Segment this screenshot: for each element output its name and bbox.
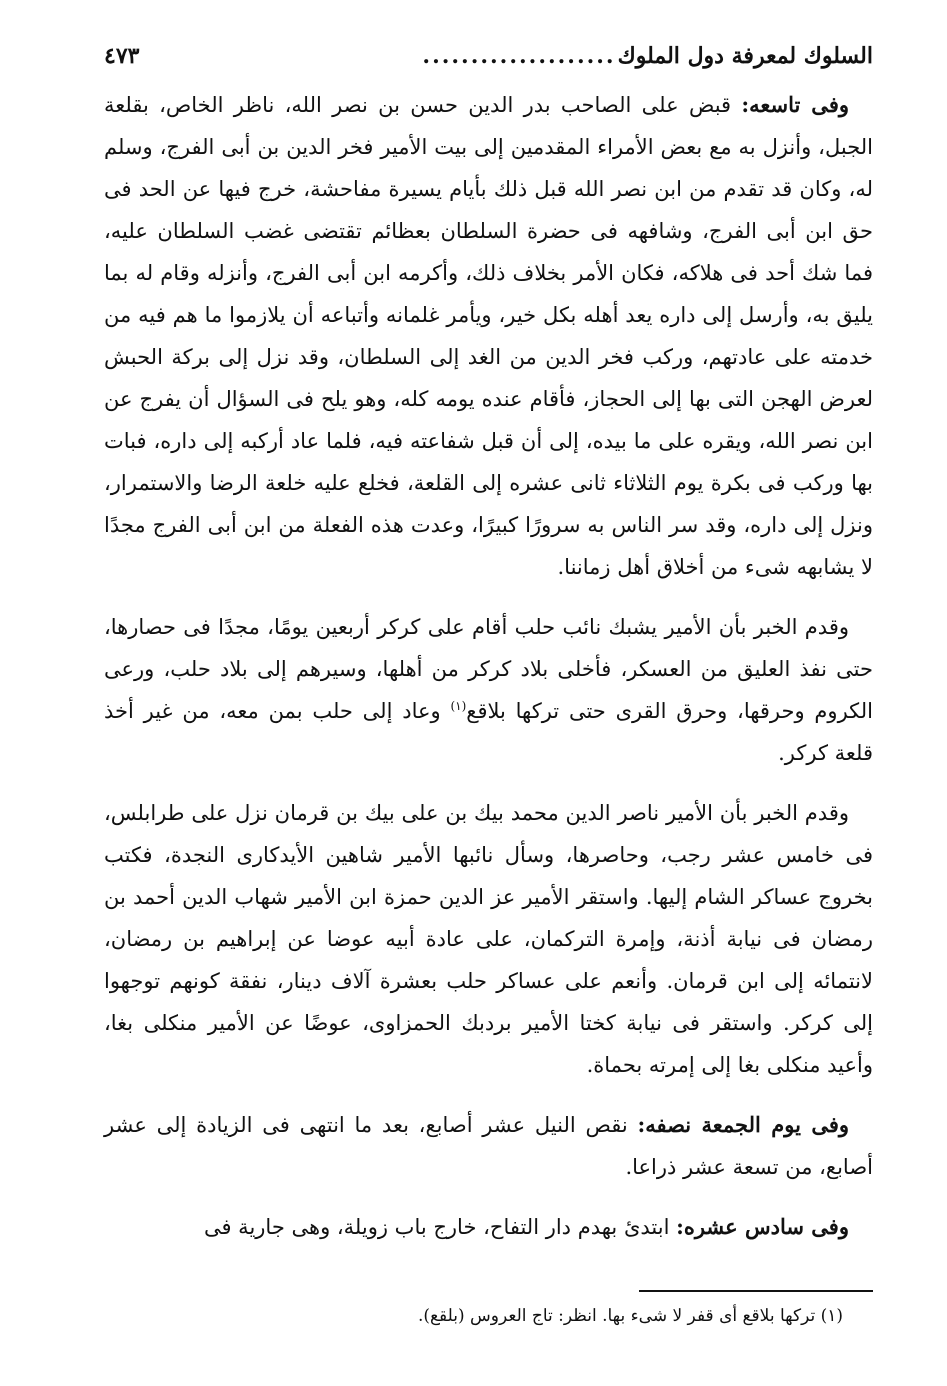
leader-dots: ....................	[422, 43, 616, 69]
paragraph-lead: وفى يوم الجمعة نصفه:	[637, 1112, 849, 1137]
paragraph-3	[104, 792, 873, 1086]
paragraph-lead: وفى سادس عشره:	[676, 1214, 849, 1239]
paragraph-2	[104, 606, 873, 774]
footnote-separator	[639, 1290, 873, 1292]
paragraph-text: نقص النيل عشر أصابع، بعد ما انتهى فى الزيادة إلى عشر أصابع، من تسعة عشر ذراعا.	[104, 1113, 873, 1179]
paragraph-text: وقدم الخبر بأن الأمير ناصر الدين محمد بيك بن على بيك بن قرمان نزل على طرابلس، فى خامس عشر رجب، وحاصرها، وسأل نائبها الأمير شاهين الأيدكارى النجدة، فكتب بخروج عساكر الشام إليها. واستقر الأمير عز الدين حمزة ابن الأمير شهاب الدين أحمد بن رمضان فى نيابة أذنة، وإمرة التركمان، على عادة أبيه عوضا عن إبراهيم بن رمضان، لانتمائه إلى ابن قرمان. وأنعم على عساكر حلب بعشرة آلاف دينار، نفقة كونهم توجهوا إلى كركر. واستقر فى نيابة كختا الأمير بردبك الحمزاوى، عوضًا عن الأمير منكلى بغا، وأعيد منكلى بغا إلى إمرته بحماة.	[104, 801, 873, 1077]
paragraph-text: قبض على الصاحب بدر الدين حسن بن نصر الله، ناظر الخاص، بقلعة الجبل، وأنزل به مع بعض الأمراء المقدمين إلى بيت الأمير فخر الدين بن أبى الفرج، وسلم له، وكان قد تقدم من ابن نصر الله قبل ذلك بأيام يسيرة مفاحشة، خرج فيها عن الحد فى حق ابن أبى الفرج، وشافهه فى حضرة السلطان بعظائم تقتضى غضب السلطان عليه، فما شك أحد فى هلاكه، فكان الأمر بخلاف ذلك، وأكرمه ابن أبى الفرج، وأنزله وقام له بما يليق به، وأرسل إلى داره يعد أهله بكل خير، ويأمر غلمانه وأتباعه أن يلازموا ما هم فيه من خدمته على عادتهم، وركب فخر الدين من الغد إلى السلطان، وقد نزل إلى بركة الحبش لعرض الهجن التى بها إلى الحجاز، فأقام عنده يومه كله، وهو يلح فى السؤال أن يفرج عن ابن نصر الله، ويقره على ما بيده، إلى أن قبل شفاعته فيه، فلما عاد أركبه إلى داره، فبات بها وركب فى بكرة يوم الثلاثاء ثانى عشره إلى القلعة، فخلع عليه خلعة الرضا والاستمرار، ونزل إلى داره، وقد سر الناس به سرورًا كبيرًا، وعدت هذه الفعلة من ابن أبى الفرج مجدًا لا يشابهه شىء من أخلاق أهل زماننا.	[104, 93, 873, 579]
paragraph-4	[104, 1104, 873, 1188]
running-title: السلوك لمعرفة دول الملوك	[617, 43, 873, 69]
main-text	[104, 84, 873, 1248]
paragraph-text: وقدم الخبر بأن الأمير يشبك نائب حلب أقام على كركر أربعين يومًا، مجدًا فى حصارها، حتى نفذ العليق من العسكر، فأخلى بلاد كركر من أهلها، وسيرهم إلى بلاد حلب، ورعى الكروم وحرقها، وحرق القرى حتى تركها بلاقع	[104, 615, 873, 723]
paragraph-5	[104, 1206, 873, 1248]
paragraph-text: ابتدئ بهدم دار التفاح، خارج باب زويلة، وهى جارية فى	[203, 1215, 677, 1239]
paragraph-text-continued: وعاد إلى حلب بمن معه، من غير أخذ قلعة كركر.	[104, 699, 873, 765]
paragraph-lead: وفى تاسعه:	[741, 92, 849, 117]
footnote-reference: (١)	[450, 699, 467, 713]
paragraph-1	[104, 84, 873, 588]
footnote: (١) تركها بلاقع أى قفر لا شىء بها. انظر: تاج العروس (بلقع).	[417, 1306, 843, 1326]
running-header	[104, 38, 873, 74]
page-number: ٤٧٣	[104, 43, 140, 69]
